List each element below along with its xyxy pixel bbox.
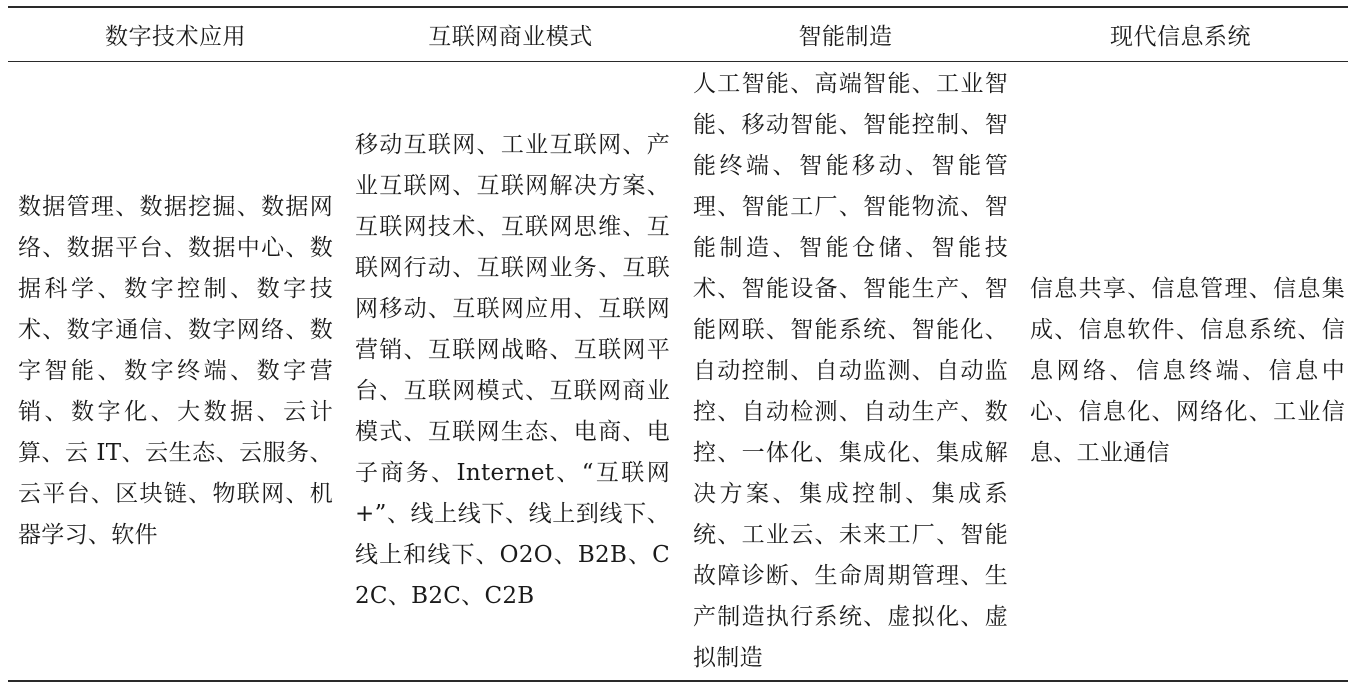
cell-text: 移动互联网、工业互联网、产业互联网、互联网解决方案、互联网技术、互联网思维、互联网行动、互联网业务、互联网移动、互联网应用、互联网营销、互联网战略、互联网平台、互联网模式、互联网商业模式、互联网生态、电商、电子商务、Internet、“互联网+”、线上线下、线上到线下、线上和线下、O2O、B2B、C2C、B2C、C2B (355, 132, 670, 609)
cell-modern-info-system (1030, 62, 1345, 680)
cell-digital-tech-application (18, 62, 333, 680)
table-bottom-rule (8, 680, 1348, 682)
header-digital-tech-application: 数字技术应用 (105, 24, 246, 50)
cell-text: 人工智能、高端智能、工业智能、移动智能、智能控制、智能终端、智能移动、智能管理、智能工厂、智能物流、智能制造、智能仓储、智能技术、智能设备、智能生产、智能网联、智能系统、智能化、自动控制、自动监测、自动监控、自动检测、自动生产、数控、一体化、集成化、集成解决方案、集成控制、集成系统、工业云、未来工厂、智能故障诊断、生命周期管理、生产制造执行系统、虚拟化、虚拟制造 (693, 70, 1008, 671)
header-modern-info-system: 现代信息系统 (1110, 24, 1251, 50)
cell-intelligent-manufacturing (693, 62, 1008, 680)
keyword-table (8, 6, 1348, 682)
header-intelligent-manufacturing: 智能制造 (798, 24, 893, 50)
cell-internet-business-model (355, 62, 670, 680)
cell-text: 信息共享、信息管理、信息集成、信息软件、信息系统、信息网络、信息终端、信息中心、信息化、网络化、工业信息、工业通信 (1030, 275, 1345, 466)
header-internet-business-model: 互联网商业模式 (428, 24, 593, 50)
cell-text: 数据管理、数据挖掘、数据网络、数据平台、数据中心、数据科学、数字控制、数字技术、数字通信、数字网络、数字智能、数字终端、数字营销、数字化、大数据、云计算、云 IT、云生态、云服务、云平台、区块链、物联网、机器学习、软件 (18, 193, 333, 548)
